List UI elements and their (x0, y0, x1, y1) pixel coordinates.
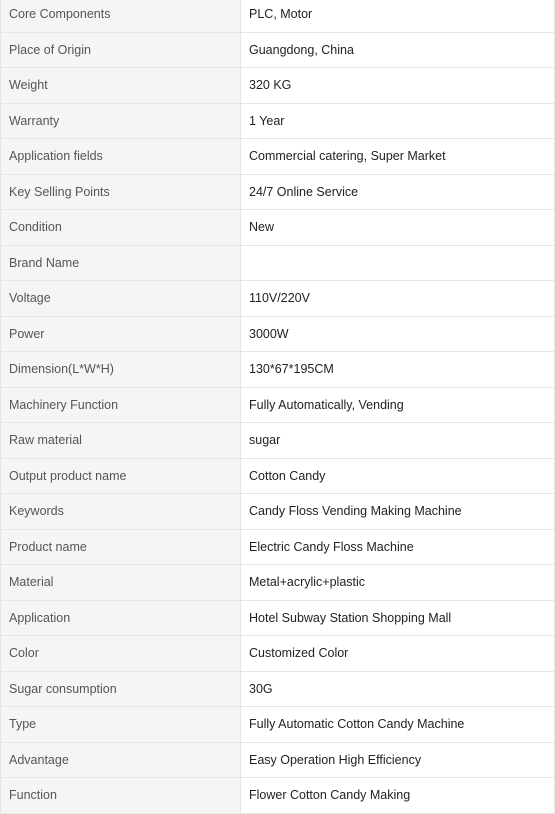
spec-value: 3000W (241, 316, 555, 352)
spec-label: Raw material (1, 423, 241, 459)
spec-label: Function (1, 778, 241, 814)
spec-label: Power (1, 316, 241, 352)
spec-value: 320 KG (241, 68, 555, 104)
spec-row (1, 174, 555, 210)
spec-value: Cotton Candy (241, 458, 555, 494)
spec-value: Fully Automatically, Vending (241, 387, 555, 423)
spec-value: Easy Operation High Efficiency (241, 742, 555, 778)
spec-value: Commercial catering, Super Market (241, 139, 555, 175)
spec-row (1, 423, 555, 459)
spec-value: 24/7 Online Service (241, 174, 555, 210)
spec-row (1, 245, 555, 281)
spec-label: Advantage (1, 742, 241, 778)
spec-row (1, 565, 555, 601)
spec-label: Condition (1, 210, 241, 246)
spec-row (1, 0, 555, 32)
spec-value: 110V/220V (241, 281, 555, 317)
spec-label: Output product name (1, 458, 241, 494)
spec-value: 1 Year (241, 103, 555, 139)
spec-label: Type (1, 707, 241, 743)
spec-value: 30G (241, 671, 555, 707)
spec-row (1, 210, 555, 246)
spec-row (1, 68, 555, 104)
spec-label: Material (1, 565, 241, 601)
spec-value: Customized Color (241, 636, 555, 672)
spec-row (1, 636, 555, 672)
spec-row (1, 387, 555, 423)
spec-value: Fully Automatic Cotton Candy Machine (241, 707, 555, 743)
spec-value: Electric Candy Floss Machine (241, 529, 555, 565)
spec-label: Application fields (1, 139, 241, 175)
spec-value: New (241, 210, 555, 246)
spec-row (1, 139, 555, 175)
spec-label: Place of Origin (1, 32, 241, 68)
spec-row (1, 529, 555, 565)
spec-label: Key Selling Points (1, 174, 241, 210)
spec-label: Weight (1, 68, 241, 104)
spec-value: Hotel Subway Station Shopping Mall (241, 600, 555, 636)
spec-value: 130*67*195CM (241, 352, 555, 388)
spec-value: PLC, Motor (241, 0, 555, 32)
spec-row (1, 103, 555, 139)
spec-value: Guangdong, China (241, 32, 555, 68)
spec-row (1, 707, 555, 743)
spec-label: Color (1, 636, 241, 672)
spec-value: Metal+acrylic+plastic (241, 565, 555, 601)
spec-row (1, 281, 555, 317)
spec-value (241, 245, 555, 281)
spec-label: Product name (1, 529, 241, 565)
spec-value: sugar (241, 423, 555, 459)
spec-row (1, 742, 555, 778)
spec-row (1, 778, 555, 814)
spec-row (1, 32, 555, 68)
spec-label: Core Components (1, 0, 241, 32)
spec-value: Flower Cotton Candy Making (241, 778, 555, 814)
spec-row (1, 494, 555, 530)
spec-label: Brand Name (1, 245, 241, 281)
spec-label: Dimension(L*W*H) (1, 352, 241, 388)
spec-label: Warranty (1, 103, 241, 139)
spec-label: Keywords (1, 494, 241, 530)
spec-label: Sugar consumption (1, 671, 241, 707)
spec-row (1, 458, 555, 494)
spec-row (1, 316, 555, 352)
spec-value: Candy Floss Vending Making Machine (241, 494, 555, 530)
spec-row (1, 671, 555, 707)
spec-table-body (1, 0, 555, 813)
spec-label: Application (1, 600, 241, 636)
spec-label: Machinery Function (1, 387, 241, 423)
spec-row (1, 352, 555, 388)
spec-label: Voltage (1, 281, 241, 317)
spec-row (1, 600, 555, 636)
